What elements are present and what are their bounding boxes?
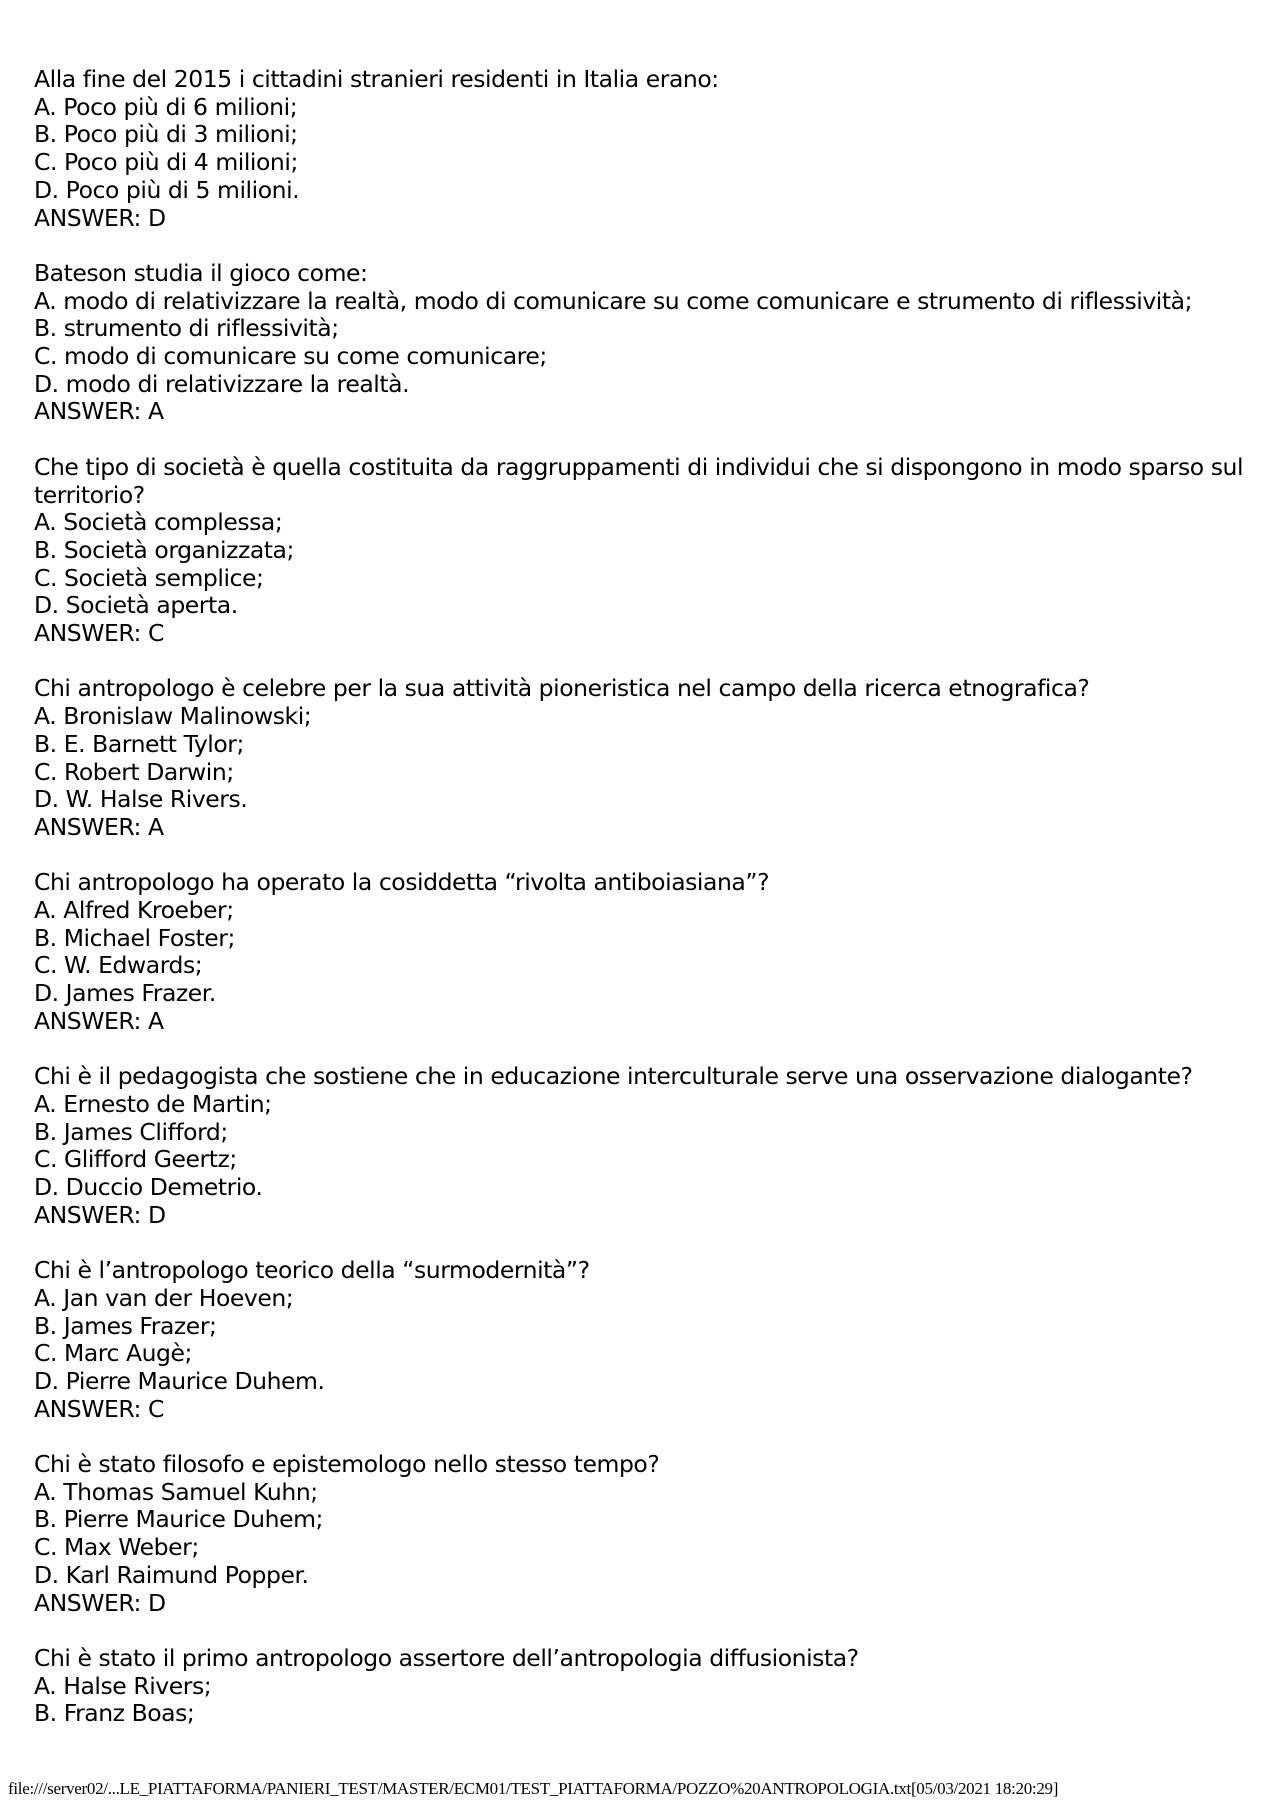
question-block — [34, 260, 1254, 426]
correct-answer: ANSWER: A — [34, 1006, 164, 1035]
question-text: Chi è stato il primo antropologo assertore dell’antropologia diffusionista? — [34, 1643, 859, 1672]
question-text: Chi antropologo ha operato la cosiddetta “rivolta antiboiasiana”? — [34, 868, 770, 897]
question-block — [34, 1063, 1254, 1229]
answer-option: D. Società aperta. — [34, 591, 238, 620]
correct-answer: ANSWER: D — [34, 1200, 166, 1229]
answer-option: A. modo di relativizzare la realtà, modo di comunicare su come comunicare e strumento di riflessività; — [34, 286, 1193, 315]
correct-answer: ANSWER: A — [34, 812, 164, 841]
answer-option: C. Max Weber; — [34, 1533, 199, 1562]
answer-option: C. Marc Augè; — [34, 1339, 192, 1368]
answer-option: C. Poco più di 4 milioni; — [34, 148, 298, 177]
question-block — [34, 66, 1254, 232]
answer-option: C. modo di comunicare su come comunicare; — [34, 342, 547, 371]
question-text: Chi antropologo è celebre per la sua attività pioneristica nel campo della ricerca etnografica? — [34, 674, 1090, 703]
question-block — [34, 1645, 1254, 1728]
answer-option: B. E. Barnett Tylor; — [34, 729, 244, 758]
answer-option: A. Alfred Kroeber; — [34, 896, 234, 925]
answer-option: D. W. Halse Rivers. — [34, 785, 248, 814]
answer-option: C. Società semplice; — [34, 563, 264, 592]
question-text: Alla fine del 2015 i cittadini stranieri residenti in Italia erano: — [34, 65, 719, 93]
question-text: Chi è il pedagogista che sostiene che in educazione interculturale serve una osservazione dialogante? — [34, 1062, 1193, 1091]
answer-option: C. Glifford Geertz; — [34, 1145, 237, 1174]
answer-option: B. James Clifford; — [34, 1117, 228, 1146]
question-block — [34, 1451, 1254, 1617]
answer-option: D. Duccio Demetrio. — [34, 1173, 263, 1202]
question-block — [34, 675, 1254, 841]
answer-option: C. Robert Darwin; — [34, 757, 234, 786]
answer-option: D. modo di relativizzare la realtà. — [34, 369, 410, 398]
answer-option: B. strumento di riflessività; — [34, 314, 339, 343]
question-block — [34, 454, 1254, 648]
answer-option: D. Poco più di 5 milioni. — [34, 175, 300, 204]
answer-option: B. Michael Foster; — [34, 923, 235, 952]
answer-option: B. Franz Boas; — [34, 1699, 195, 1728]
question-text: Bateson studia il gioco come: — [34, 258, 368, 287]
answer-option: A. Ernesto de Martin; — [34, 1089, 272, 1118]
answer-option: A. Thomas Samuel Kuhn; — [34, 1477, 318, 1506]
correct-answer: ANSWER: D — [34, 203, 166, 232]
answer-option: D. Pierre Maurice Duhem. — [34, 1366, 325, 1395]
answer-option: D. James Frazer. — [34, 979, 216, 1008]
answer-option: A. Poco più di 6 milioni; — [34, 92, 298, 121]
correct-answer: ANSWER: A — [34, 397, 164, 426]
correct-answer: ANSWER: D — [34, 1588, 166, 1617]
correct-answer: ANSWER: C — [34, 1394, 165, 1423]
answer-option: B. James Frazer; — [34, 1311, 217, 1340]
answer-option: A. Bronislaw Malinowski; — [34, 702, 312, 731]
answer-option: B. Pierre Maurice Duhem; — [34, 1505, 323, 1534]
question-text: Che tipo di società è quella costituita da raggruppamenti di individui che si dispongono in modo sparso sul territorio? — [34, 452, 1251, 509]
answer-option: B. Poco più di 3 milioni; — [34, 120, 298, 149]
question-text: Chi è l’antropologo teorico della “surmodernità”? — [34, 1256, 590, 1285]
answer-option: D. Karl Raimund Popper. — [34, 1560, 309, 1589]
answer-option: A. Jan van der Hoeven; — [34, 1283, 294, 1312]
question-block — [34, 1257, 1254, 1423]
question-block — [34, 869, 1254, 1035]
page-footer-path: file:///server02/...LE_PIATTAFORMA/PANIERI_TEST/MASTER/ECM01/TEST_PIATTAFORMA/POZZO%20ANTROPOLOGIA.txt[05/03/2021 18:20:29] — [8, 1779, 1059, 1798]
question-text: Chi è stato filosofo e epistemologo nello stesso tempo? — [34, 1450, 660, 1479]
answer-option: C. W. Edwards; — [34, 951, 203, 980]
answer-option: A. Società complessa; — [34, 508, 283, 537]
answer-option: A. Halse Rivers; — [34, 1671, 212, 1700]
correct-answer: ANSWER: C — [34, 619, 165, 648]
answer-option: B. Società organizzata; — [34, 535, 294, 564]
document-body — [34, 66, 1254, 1756]
